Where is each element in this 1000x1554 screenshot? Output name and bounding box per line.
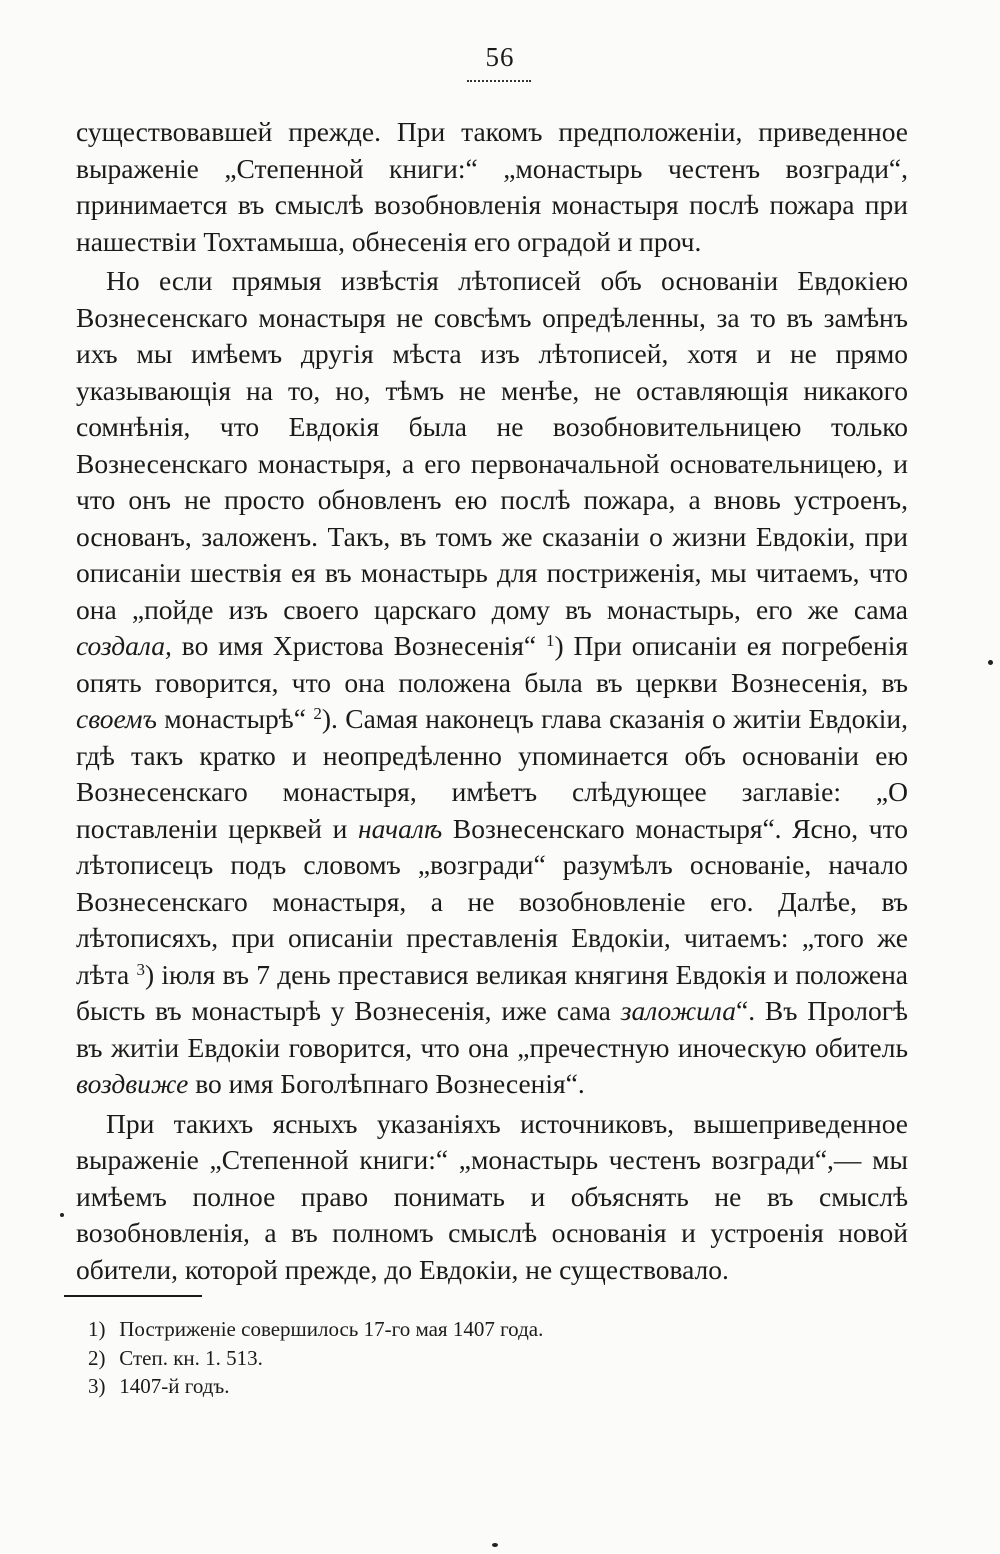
emphasized-text: своемъ (76, 703, 157, 734)
footnote-1 (88, 1315, 788, 1344)
scan-speck (492, 1543, 498, 1547)
footnote-number: 1) (88, 1317, 106, 1341)
footnote-2 (88, 1344, 788, 1373)
text-run: ) іюля въ 7 день преставися великая княгиня Евдокія и положена бысть въ монастырѣ у Вознесенія, иже сама (76, 958, 908, 1026)
text-run: монастырѣ“ (156, 703, 314, 734)
footnote-text: 1407-й годъ. (119, 1374, 230, 1398)
emphasized-text: создала, (76, 630, 172, 661)
emphasized-text: воздвиже (76, 1068, 189, 1099)
page-number: 56 (485, 42, 515, 72)
text-run: существовавшей прежде. При такомъ предположеніи, приведенное выраженіе „Степенной книги:“ „монастырь честенъ возгради“, принимается въ смыслѣ возобновленія монастыря послѣ пожара при нашествіи Тохтамыша, обнесенія его оградой и проч. (76, 116, 908, 257)
paragraph-2 (76, 263, 908, 1103)
body-text (76, 114, 908, 1288)
footnote-reference: 1 (546, 631, 555, 650)
paragraph-3 (76, 1106, 908, 1289)
text-run: во имя Боголѣпнаго Вознесенія“. (188, 1068, 585, 1099)
text-run: При такихъ ясныхъ указаніяхъ источниковъ, вышеприведенное выраженіе „Степенной книги:“ „монастырь честенъ возгради“,— мы имѣемъ полное право понимать и объяснять не въ смыслѣ возобновленія, а въ полномъ смыслѣ основанія и устроенія новой обители, которой прежде, до Евдокіи, не существовало. (76, 1107, 908, 1285)
footnote-number: 3) (88, 1374, 106, 1398)
text-run: ) При описаніи ея погребенія опять говорится, что она положена была въ церкви Вознесенія, въ (76, 630, 908, 698)
emphasized-text: заложила (620, 995, 736, 1026)
footnote-divider (64, 1295, 202, 1297)
text-run: “. Въ Прологѣ въ житіи Евдокіи говорится, что она „пречестную иноческую обитель (76, 995, 908, 1063)
footnote-3 (88, 1372, 788, 1401)
footnote-text: Степ. кн. 1. 513. (119, 1345, 263, 1370)
text-run: ). Самая наконецъ глава сказанія о житіи Евдокіи, гдѣ такъ кратко и неопредѣленно упоминается объ основаніи ею Вознесенскаго монастыря, имѣетъ слѣдующее заглавіе: „О поставленіи церквей и (76, 703, 908, 844)
scan-speck (988, 660, 993, 665)
text-run: во имя Христова Вознесенія“ (171, 630, 546, 661)
text-run: Но если прямыя извѣстія лѣтописей объ основаніи Евдокіею Вознесенскаго монастыря не совсѣмъ опредѣленны, за то въ замѣнъ ихъ мы имѣемъ другія мѣста изъ лѣтописей, хотя и не прямо указывающія на то, но, тѣмъ не менѣе, не оставляющія никакого сомнѣнія, что Евдокія была не возобновительницею только Вознесенскаго монастыря, а его первоначальной основательницею, и что онъ не просто обновленъ ею послѣ пожара, а вновь устроенъ, основанъ, заложенъ. Такъ, въ томъ же сказаніи о жизни Евдокіи, при описаніи шествія ея въ монастырь для постриженія, мы читаемъ, что она „пойде изъ своего царскаго дому въ монастырь, его же сама (76, 265, 908, 625)
footnotes (88, 1315, 788, 1401)
footnote-number: 2) (88, 1345, 106, 1370)
scan-speck (60, 1213, 64, 1217)
emphasized-text: началѣ (358, 812, 443, 844)
footnote-reference: 3 (136, 959, 145, 979)
footnote-reference: 2 (313, 704, 322, 723)
paragraph-1 (76, 114, 908, 260)
text-run: Вознесенскаго монастыря“. Ясно, что лѣтописецъ подъ словомъ „возгради“ разумѣлъ основаніе, начало Вознесенскаго монастыря, а не возобновленіе его. Далѣе, въ лѣтописяхъ, при описаніи преставленія Евдокіи, читаемъ: „того же лѣта (76, 812, 908, 990)
footnote-text: Постриженіе совершилось 17-го мая 1407 года. (119, 1317, 544, 1341)
page-number-dotted-rule (467, 80, 531, 82)
